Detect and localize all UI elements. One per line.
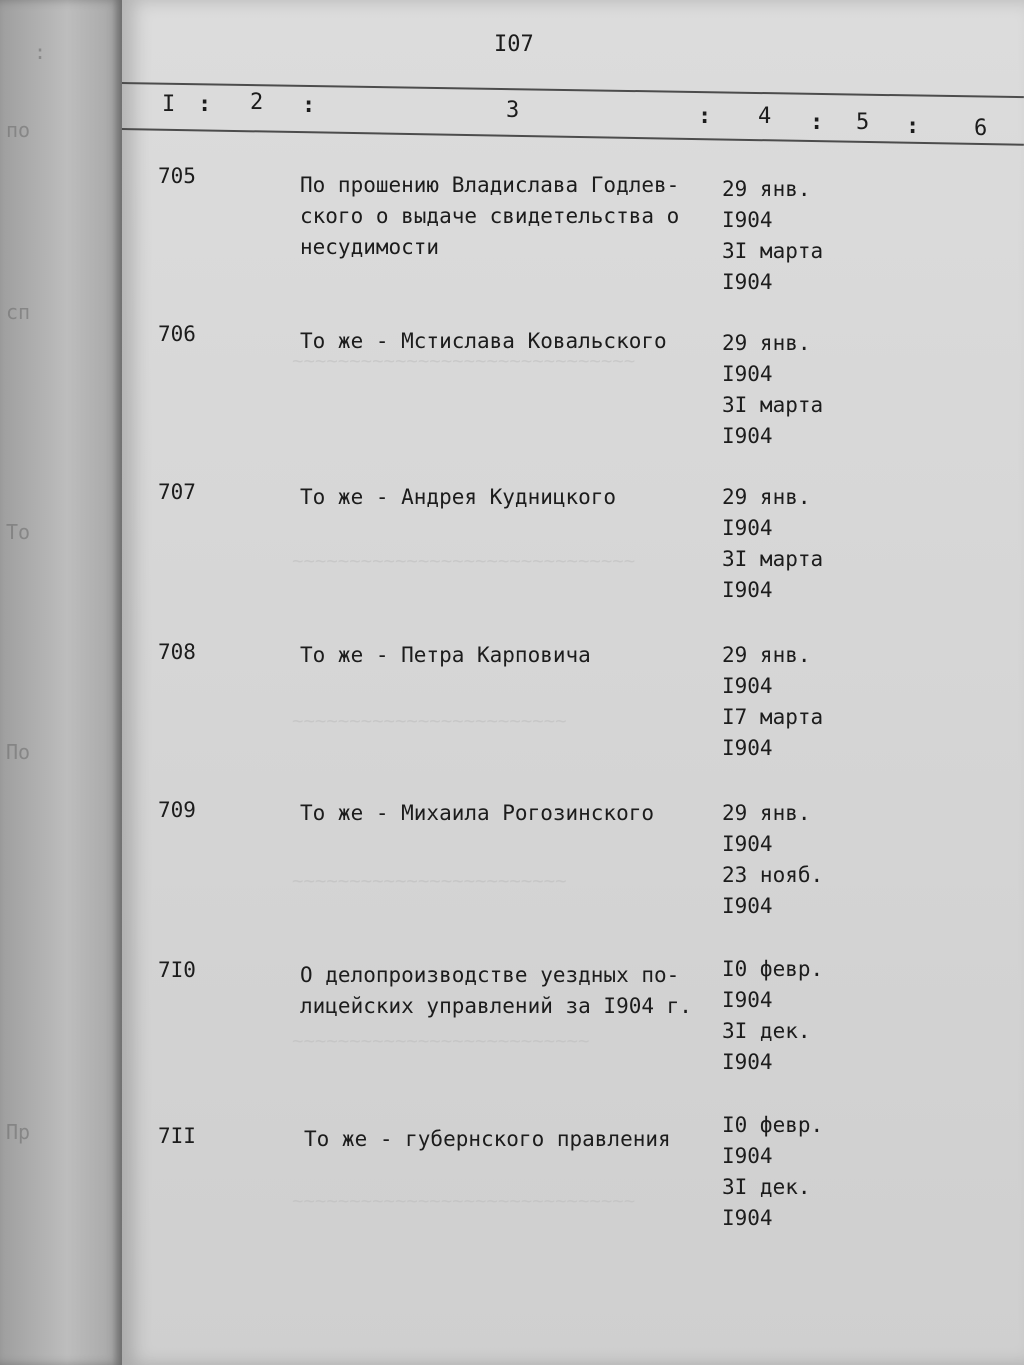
- case-title: По прошению Владислава Годлев- ского о выдаче свидетельства о несудимости: [300, 173, 680, 259]
- case-title: То же - Петра Карповича: [300, 643, 591, 667]
- start-year: I904: [722, 832, 773, 856]
- end-year: I904: [722, 578, 773, 602]
- case-title: О делопроизводстве уездных по- лицейских управлений за I904 г.: [300, 963, 692, 1018]
- case-number: 708: [158, 640, 196, 664]
- header-col-4: 4: [758, 104, 772, 129]
- start-year: I904: [722, 362, 773, 386]
- end-date: 23 нояб.: [722, 863, 824, 887]
- start-date: 29 янв.: [722, 331, 811, 355]
- end-year: I904: [722, 736, 773, 760]
- end-year: I904: [722, 424, 773, 448]
- start-year: I904: [722, 988, 773, 1012]
- header-separator: :: [698, 104, 712, 129]
- header-col-5: 5: [856, 110, 870, 135]
- case-dates: [722, 1110, 823, 1234]
- start-date: 29 янв.: [722, 801, 811, 825]
- case-number: 709: [158, 798, 196, 822]
- case-title: То же - губернского правления: [304, 1127, 671, 1151]
- case-dates: [722, 174, 823, 298]
- case-dates: [722, 482, 823, 606]
- header-col-3: 3: [506, 98, 520, 123]
- end-year: I904: [722, 1050, 773, 1074]
- end-date: I7 марта: [722, 705, 824, 729]
- table-row: [122, 164, 1024, 314]
- table-row: [122, 958, 1024, 1108]
- table-row: [122, 1113, 1024, 1270]
- end-date: 3I дек.: [722, 1175, 811, 1199]
- case-number: 7II: [158, 1124, 196, 1148]
- header-separator: :: [906, 114, 920, 139]
- end-date: 3I марта: [722, 393, 824, 417]
- start-date: 29 янв.: [722, 177, 811, 201]
- end-date: 3I дек.: [722, 1019, 811, 1043]
- start-date: 29 янв.: [722, 643, 811, 667]
- header-col-1: I: [162, 92, 176, 117]
- start-year: I904: [722, 1144, 773, 1168]
- start-date: 29 янв.: [722, 485, 811, 509]
- case-number: 706: [158, 322, 196, 346]
- start-date: I0 февр.: [722, 1113, 824, 1137]
- header-separator: :: [810, 110, 824, 135]
- case-title: То же - Михаила Рогозинского: [300, 801, 655, 825]
- table-row: [122, 798, 1024, 948]
- case-number: 7I0: [158, 958, 196, 982]
- case-dates: [722, 640, 823, 764]
- start-year: I904: [722, 516, 773, 540]
- header-rule-bottom: [122, 128, 1024, 146]
- table-row: [122, 480, 1024, 630]
- end-date: 3I марта: [722, 547, 824, 571]
- header-col-2: 2: [250, 90, 264, 115]
- case-number: 705: [158, 164, 196, 188]
- start-year: I904: [722, 208, 773, 232]
- end-year: I904: [722, 270, 773, 294]
- start-year: I904: [722, 674, 773, 698]
- table-row: [122, 322, 1024, 472]
- case-dates: [722, 328, 823, 452]
- end-year: I904: [722, 894, 773, 918]
- case-title: То же - Андрея Кудницкого: [300, 485, 617, 509]
- header-separator: :: [198, 92, 212, 117]
- end-year: I904: [722, 1206, 773, 1230]
- case-number: 707: [158, 480, 196, 504]
- header-col-6: 6: [974, 116, 988, 141]
- end-date: 3I марта: [722, 239, 824, 263]
- facing-page-edge: : по сп То По Пр: [0, 0, 122, 1365]
- case-title: То же - Мстислава Ковальского: [300, 329, 667, 353]
- case-dates: [722, 798, 823, 922]
- start-date: I0 февр.: [722, 957, 824, 981]
- page-number: I07: [494, 32, 534, 57]
- archive-page: ~~~~~~~~~~~~~~~~~~~~~~~~~~~~~~ ~~~~~~~~~~~~~~~~~~~~~~~~~~~~~~ ~~~~~~~~~~~~~~~~~~~~~~~~ ~~~~~~~~~~~~~~~~~~~~~~~~ ~~~~~~~~~~~~~~~~~~~~~~~~~~ ~~~~~~~~~~~~~~~~~~~~~~~~~~~~~~ I07 I : 2 : 3 : 4 : 5 : 6 705 По прошению Владислава Годлев- ского о выдаче свидетельства о несудимости 29 янв. I904 3I марта I904 706 То же - Мстислава Ковальского 29 янв. I904 3I марта I904 707 То же - Андрея Кудницкого 29 янв. I904 3I марта I904 708 То же - Петра Карповича 29 янв. I904 I7 марта I904 709 То же - Михаила Рогозинского 29 янв. I904 23 нояб. I904 7I0 О делопроизводстве уездных по- лицейских управлений за I904 г. I0 февр. I904 3I дек. I904 7II То же - губернского правления I0 февр. I904 3I дек. I904: [122, 0, 1024, 1365]
- case-dates: [722, 954, 823, 1078]
- header-separator: :: [302, 93, 316, 118]
- table-row: [122, 640, 1024, 790]
